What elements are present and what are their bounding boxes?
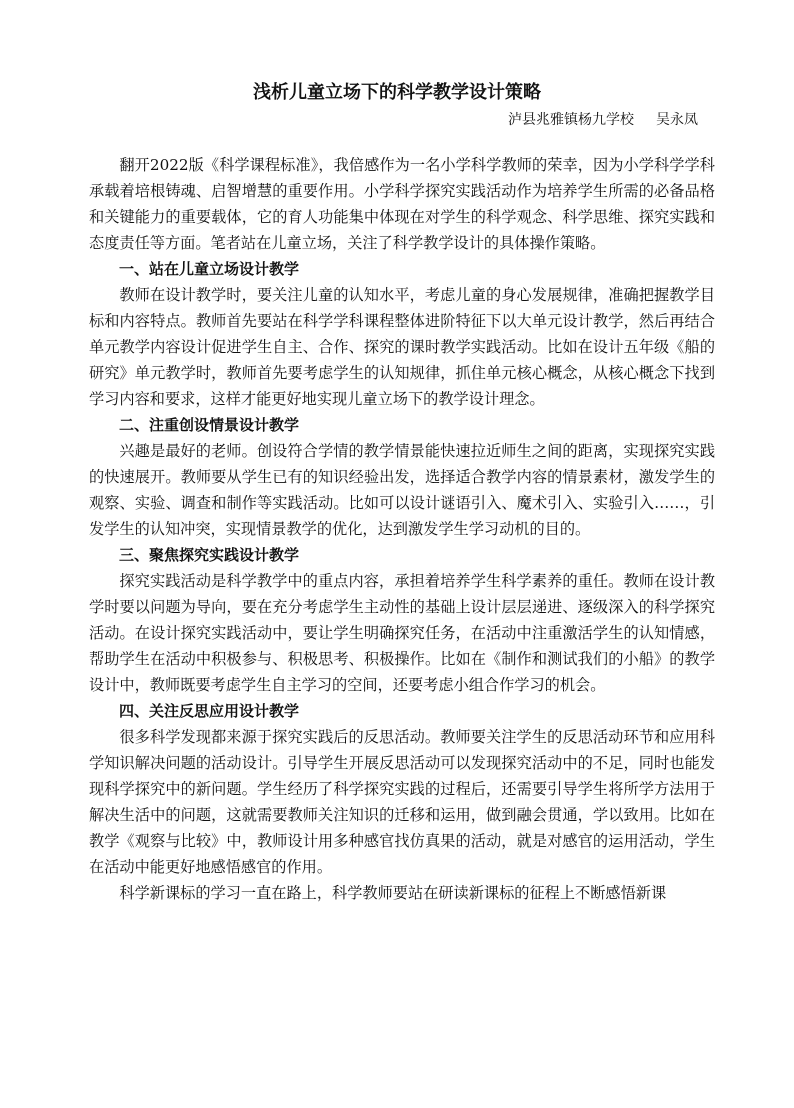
section-paragraph-4: 很多科学发现都来源于探究实践后的反思活动。教师要关注学生的反思活动环节和应用科学知识解决问题的活动设计。引导学生开展反思活动可以发现探究活动中的不足，同时也能发现科学探究中的新问题。学生经历了科学探究实践的过程后，还需要引导学生将所学方法用于解决生活中的问题，这就需要教师关注知识的迁移和运用，做到融会贯通，学以致用。比如在教学《观察与比较》中，教师设计用多种感官找仿真果的活动，就是对感官的运用活动，学生在活动中能更好地感悟感官的作用。 — [89, 728, 715, 876]
section-heading-1: 一、站在儿童立场设计教学 — [119, 260, 300, 278]
section-heading-3: 三、聚焦探究实践设计教学 — [119, 546, 300, 564]
article-body — [89, 152, 715, 906]
intro-paragraph: 翻开2022版《科学课程标准》，我倍感作为一名小学科学教师的荣幸，因为小学科学学科承载着培根铸魂、启智增慧的重要作用。小学科学探究实践活动作为培养学生所需的必备品格和关键能力的重要载体，它的育人功能集中体现在对学生的科学观念、科学思维、探究实践和态度责任等方面。笔者站在儿童立场，关注了科学教学设计的具体操作策略。 — [89, 156, 715, 252]
author-byline — [508, 110, 698, 130]
section-paragraph-2: 兴趣是最好的老师。创设符合学情的教学情景能快速拉近师生之间的距离，实现探究实践的快速展开。教师要从学生已有的知识经验出发，选择适合教学内容的情景素材，激发学生的观察、实验、调查和制作等实践活动。比如可以设计谜语引入、魔术引入、实验引入……，引发学生的认知冲突，实现情景教学的优化，达到激发学生学习动机的目的。 — [89, 442, 715, 538]
closing-paragraph: 科学新课标的学习一直在路上，科学教师要站在研读新课标的征程上不断感悟新课 — [119, 884, 667, 902]
author-school: 泸县兆雅镇杨九学校 — [508, 112, 634, 128]
section-heading-4: 四、关注反思应用设计教学 — [119, 702, 300, 720]
section-paragraph-1: 教师在设计教学时，要关注儿童的认知水平，考虑儿童的身心发展规律，准确把握教学目标和内容特点。教师首先要站在科学学科课程整体进阶特征下以大单元设计教学，然后再结合单元教学内容设计促进学生自主、合作、探究的课时教学实践活动。比如在设计五年级《船的研究》单元教学时，教师首先要考虑学生的认知规律，抓住单元核心概念，从核心概念下找到学习内容和要求，这样才能更好地实现儿童立场下的教学设计理念。 — [89, 286, 715, 408]
section-paragraph-3: 探究实践活动是科学教学中的重点内容，承担着培养学生科学素养的重任。教师在设计教学时要以问题为导向，要在充分考虑学生主动性的基础上设计层层递进、逐级深入的科学探究活动。在设计探究实践活动中，要让学生明确探究任务，在活动中注重激活学生的认知情感，帮助学生在活动中积极参与、积极思考、积极操作。比如在《制作和测试我们的小船》的教学设计中，教师既要考虑学生自主学习的空间，还要考虑小组合作学习的机会。 — [89, 572, 715, 694]
section-heading-2: 二、注重创设情景设计教学 — [119, 416, 300, 434]
author-name: 吴永凤 — [656, 112, 698, 128]
document-title: 浅析儿童立场下的科学教学设计策略 — [253, 82, 541, 103]
